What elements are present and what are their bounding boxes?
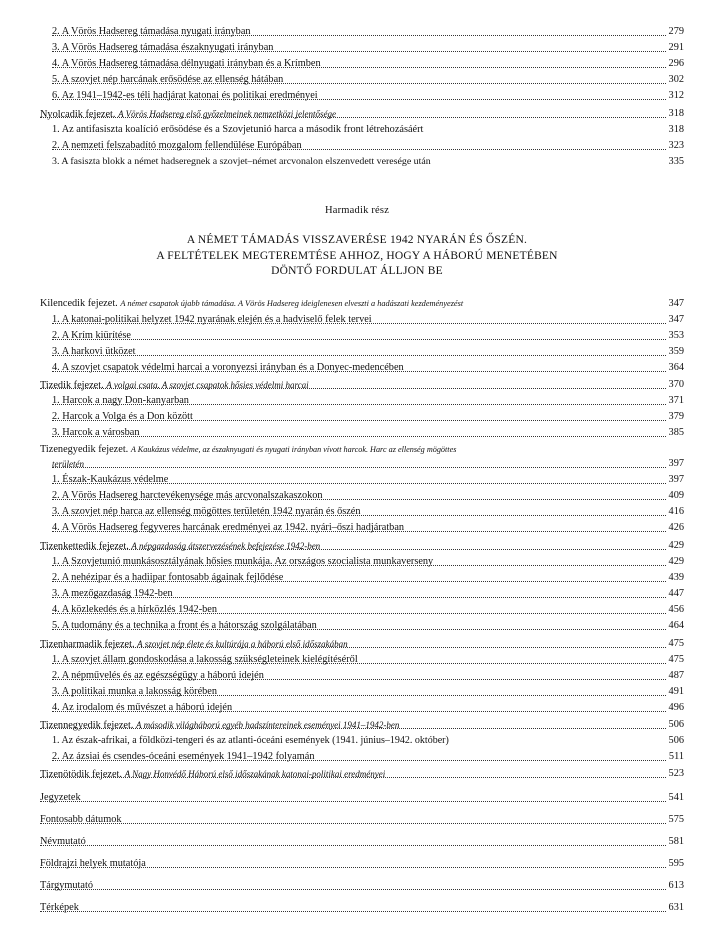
dot-leader [40,845,670,846]
chapter-kind: Tizenkettedik fejezet. [40,541,129,552]
toc-entry-label: 3. A politikai munka a lakosság körében [52,684,220,700]
toc-entry[interactable] [0,409,714,425]
toc-page-number: 426 [666,520,684,536]
toc-page-number: 291 [666,40,684,56]
toc-page-number: 385 [666,425,684,441]
dot-leader [52,51,670,52]
dot-leader [52,695,670,696]
toc-entry[interactable] [0,488,714,504]
toc-entry-label: 2. Harcok a Volga és a Don között [52,409,196,425]
dot-leader [40,388,670,389]
back-matter-subject-index[interactable] [0,878,714,894]
toc-entry-label: 1. Az észak-afrikai, a földközi-tengeri és az atlanti-óceáni események (1941. június–1942. október) [52,733,452,749]
toc-entry-label: 1. A katonai-politikai helyzet 1942 nyarának elején és a hadviselő felek tervei [52,312,375,328]
toc-entry-label: 2. A Krím kiürítése [52,328,134,344]
back-matter-name-index[interactable] [0,834,714,850]
chapter-kind: Tizenegyedik fejezet. [40,444,129,455]
toc-entry[interactable] [0,668,714,684]
toc-page-number: 475 [666,636,684,652]
toc-entry-label: Névmutató [40,834,89,850]
toc-page-number: 353 [666,328,684,344]
dot-leader [40,801,670,802]
toc-page-number: 409 [666,488,684,504]
toc-entry-label: 2. A Vörös Hadsereg harctevékenysége más arcvonalszakaszokon [52,488,326,504]
toc-entry-label: Földrajzi helyek mutatója [40,856,149,872]
back-matter-maps[interactable] [0,900,714,916]
chapter-title: A népgazdaság átszervezésének befejezése 1942-ben [131,541,321,551]
toc-entry-label: 2. A Vörös Hadsereg támadása nyugati irányban [52,24,254,40]
toc-entry[interactable] [0,570,714,586]
toc-page-number: 397 [666,472,684,488]
chapter-heading-15[interactable] [0,766,714,782]
toc-page-number: 506 [666,717,684,733]
chapter-kind: Tizennegyedik fejezet. [40,720,134,731]
toc-entry-label: 3. A fasiszta blokk a német hadseregnek a szovjet–német arcvonalon elszenvedett veresége után [52,154,434,170]
part-title-line-1: A NÉMET TÁMADÁS VISSZAVERÉSE 1942 NYARÁN ÉS ŐSZÉN. [186,234,528,246]
toc-page-number: 318 [666,106,684,122]
toc-entry-label: 4. A Vörös Hadsereg fegyveres harcának eredményei az 1942. nyári–őszi hadjáratban [52,520,407,536]
dot-leader [52,499,670,500]
toc-entry-label: 1. Az antifasiszta koalíció erősödése és a Szovjetunió harca a második front létrehozásáért [52,122,426,138]
toc-page-number: 487 [666,668,684,684]
toc-page-number: 359 [666,344,684,360]
toc-page-number: 397 [666,456,684,472]
toc-page-number: 613 [666,878,684,894]
chapter-heading-8[interactable] [0,106,714,122]
toc-entry[interactable] [0,684,714,700]
toc-page-number: 370 [666,377,684,393]
chapter-title: A Nagy Honvédő Háború első időszakának katonai-politikai eredményei [124,769,386,779]
chapter-kind: Tizenötödik fejezet. [40,769,122,780]
dot-leader [52,355,670,356]
chapter-title: A második világháború egyéb hadszíntereinek eseményei 1941–1942-ben [135,720,400,730]
toc-entry-label: 4. Az irodalom és művészet a háború idején [52,700,235,716]
toc-page-number: 347 [666,312,684,328]
dot-leader [52,613,670,614]
part-title-line-3: DÖNTŐ FORDULAT ÁLLJON BE [271,265,443,277]
toc-entry-label: 1. Észak-Kaukázus védelme [52,472,171,488]
dot-leader [52,99,670,100]
toc-page-number: 439 [666,570,684,586]
dot-leader [52,83,670,84]
chapter-heading-14[interactable] [0,717,714,733]
dot-leader [52,565,670,566]
dot-leader [52,467,670,468]
toc-entry[interactable] [0,520,714,536]
chapter-kind: Kilencedik fejezet. [40,298,118,309]
toc-entry-label: 4. A Vörös Hadsereg támadása délnyugati irányban és a Krímben [52,56,324,72]
dot-leader [52,436,670,437]
toc-page-number: 447 [666,586,684,602]
toc-entry-label: Térképek [40,900,82,916]
dot-leader [52,339,670,340]
toc-page-number: 575 [666,812,684,828]
dot-leader [52,371,670,372]
toc-entry[interactable] [0,344,714,360]
dot-leader [52,483,670,484]
toc-page-number: 511 [666,749,684,765]
toc-entry[interactable] [0,360,714,376]
dot-leader [40,117,670,118]
toc-entry-label: 1. Harcok a nagy Don-kanyarban [52,393,192,409]
toc-entry-label: 3. A harkovi ütközet [52,344,139,360]
toc-page-number: 416 [666,504,684,520]
dot-leader [52,149,670,150]
chapter-kind: Nyolcadik fejezet. [40,109,116,120]
chapter-kind: Tizedik fejezet. [40,380,104,391]
toc-page-number: 312 [666,88,684,104]
back-matter-dates[interactable] [0,812,714,828]
part-label: Harmadik rész [324,205,390,216]
toc-page-number: 496 [666,700,684,716]
toc-page-number: 302 [666,72,684,88]
toc-entry[interactable] [0,88,714,104]
toc-entry-label: 5. A tudomány és a technika a front és a hátország szolgálatában [52,618,320,634]
toc-page-number: 371 [666,393,684,409]
toc-entry-label: 2. A nehézipar és a hadiipar fontosabb ágainak fejlődése [52,570,286,586]
toc-page-number: 475 [666,652,684,668]
toc-page-number: 541 [666,790,684,806]
toc-entry-label: 3. A szovjet nép harca az ellenség mögöttes területén 1942 nyarán és őszén [52,504,364,520]
toc-entry[interactable] [0,554,714,570]
toc-page-number: 631 [666,900,684,916]
chapter-title: A szovjet nép élete és kultúrája a háború első időszakában [137,639,348,649]
toc-entry[interactable] [0,393,714,409]
toc-entry[interactable] [0,72,714,88]
toc-entry-label: 3. A mezőgazdaság 1942-ben [52,586,176,602]
toc-page-number: 296 [666,56,684,72]
toc-page-number: 323 [666,138,684,154]
toc-entry[interactable] [0,618,714,634]
dot-leader [52,760,670,761]
dot-leader [52,679,670,680]
toc-page-number: 491 [666,684,684,700]
toc-entry[interactable] [0,504,714,520]
toc-entry[interactable] [0,472,714,488]
toc-entry[interactable] [0,138,714,154]
toc-entry[interactable] [0,40,714,56]
dot-leader [52,663,670,664]
toc-entry-label: 4. A közlekedés és a hírközlés 1942-ben [52,602,220,618]
toc-entry[interactable] [0,602,714,618]
toc-entry[interactable] [0,122,714,138]
dot-leader [52,581,670,582]
dot-leader [52,515,670,516]
dot-leader [52,67,670,68]
dot-leader [52,531,670,532]
toc-entry[interactable] [0,733,714,749]
toc-page-number: 429 [666,538,684,554]
toc-entry[interactable] [0,328,714,344]
back-matter-notes[interactable] [0,790,714,806]
toc-entry[interactable] [0,700,714,716]
toc-page-number: 364 [666,360,684,376]
chapter-title-continued: területén [52,459,84,469]
toc-entry-label: Fontosabb dátumok [40,812,125,828]
toc-page-number: 318 [666,122,684,138]
toc-entry-label: 6. Az 1941–1942-es téli hadjárat katonai és politikai eredményei [52,88,321,104]
toc-entry-label: 3. Harcok a városban [52,425,143,441]
toc-entry-label: 2. A népművelés és az egészségügy a háború idején [52,668,267,684]
chapter-heading-10[interactable] [0,377,714,393]
toc-entry-label: 2. Az ázsiai és csendes-óceáni események 1941–1942 folyamán [52,749,317,765]
chapter-title: A Kaukázus védelme, az északnyugati és nyugati irányban vívott harcok. Harc az ellenség mögöttes [130,445,457,454]
dot-leader [40,777,670,778]
toc-page-number: 347 [666,296,684,312]
toc-page-number: 456 [666,602,684,618]
toc-page-number: 581 [666,834,684,850]
dot-leader [40,728,670,729]
toc-entry[interactable] [0,749,714,765]
chapter-heading-11-cont [0,456,714,472]
toc-entry-label: 5. A szovjet nép harcának erősödése az ellenség hátában [52,72,286,88]
dot-leader [52,629,670,630]
toc-entry[interactable] [0,425,714,441]
dot-leader [40,889,670,890]
toc-page-number: 523 [666,766,684,782]
toc-entry-label: 1. A Szovjetunió munkásosztályának hősies munkája. Az országos szocialista munkaverseny [52,554,436,570]
toc-page-number: 506 [666,733,684,749]
toc-entry-label: 4. A szovjet csapatok védelmi harcai a voronyezsi irányban és a Donyec-medencében [52,360,407,376]
part-title-line-2: A FELTÉTELEK MEGTEREMTÉSE AHHOZ, HOGY A HÁBORÚ MENETÉBEN [156,250,558,262]
toc-entry-label: Tárgymutató [40,878,96,894]
dot-leader [40,867,670,868]
toc-page-number: 379 [666,409,684,425]
dot-leader [52,323,670,324]
toc-page-number: 464 [666,618,684,634]
chapter-heading-9[interactable] [0,296,714,312]
toc-page-number: 595 [666,856,684,872]
dot-leader [40,647,670,648]
chapter-heading-12[interactable] [0,538,714,554]
toc-entry-label: 3. A Vörös Hadsereg támadása északnyugati irányban [52,40,276,56]
toc-entry[interactable] [0,586,714,602]
dot-leader [40,911,670,912]
toc-page-number: 429 [666,554,684,570]
dot-leader [52,404,670,405]
toc-page-number: 279 [666,24,684,40]
dot-leader [52,35,670,36]
chapter-title: A volgai csata. A szovjet csapatok hősies védelmi harcai [106,380,309,390]
toc-entry[interactable] [0,312,714,328]
toc-entry-label: 1. A szovjet állam gondoskodása a lakosság szükségleteinek kielégítéséről [52,652,361,668]
chapter-title: A Vörös Hadsereg első győzelmeinek nemzetközi jelentősége [118,109,337,119]
toc-page-number: 335 [666,154,684,170]
back-matter-place-index[interactable] [0,856,714,872]
toc-entry-label: Jegyzetek [40,790,84,806]
chapter-title: A német csapatok újabb támadása. A Vörös Hadsereg ideiglenesen elveszti a hadászati kezdeményezést [120,299,464,308]
toc-entry[interactable] [0,652,714,668]
dot-leader [40,549,670,550]
toc-entry[interactable] [0,56,714,72]
chapter-heading-13[interactable] [0,636,714,652]
chapter-kind: Tizenharmadik fejezet. [40,639,135,650]
toc-entry[interactable] [0,154,714,170]
toc-entry[interactable] [0,24,714,40]
dot-leader [52,420,670,421]
dot-leader [52,597,670,598]
toc-entry-label: 2. A nemzeti felszabadító mozgalom fellendülése Európában [52,138,305,154]
dot-leader [52,711,670,712]
dot-leader [40,823,670,824]
